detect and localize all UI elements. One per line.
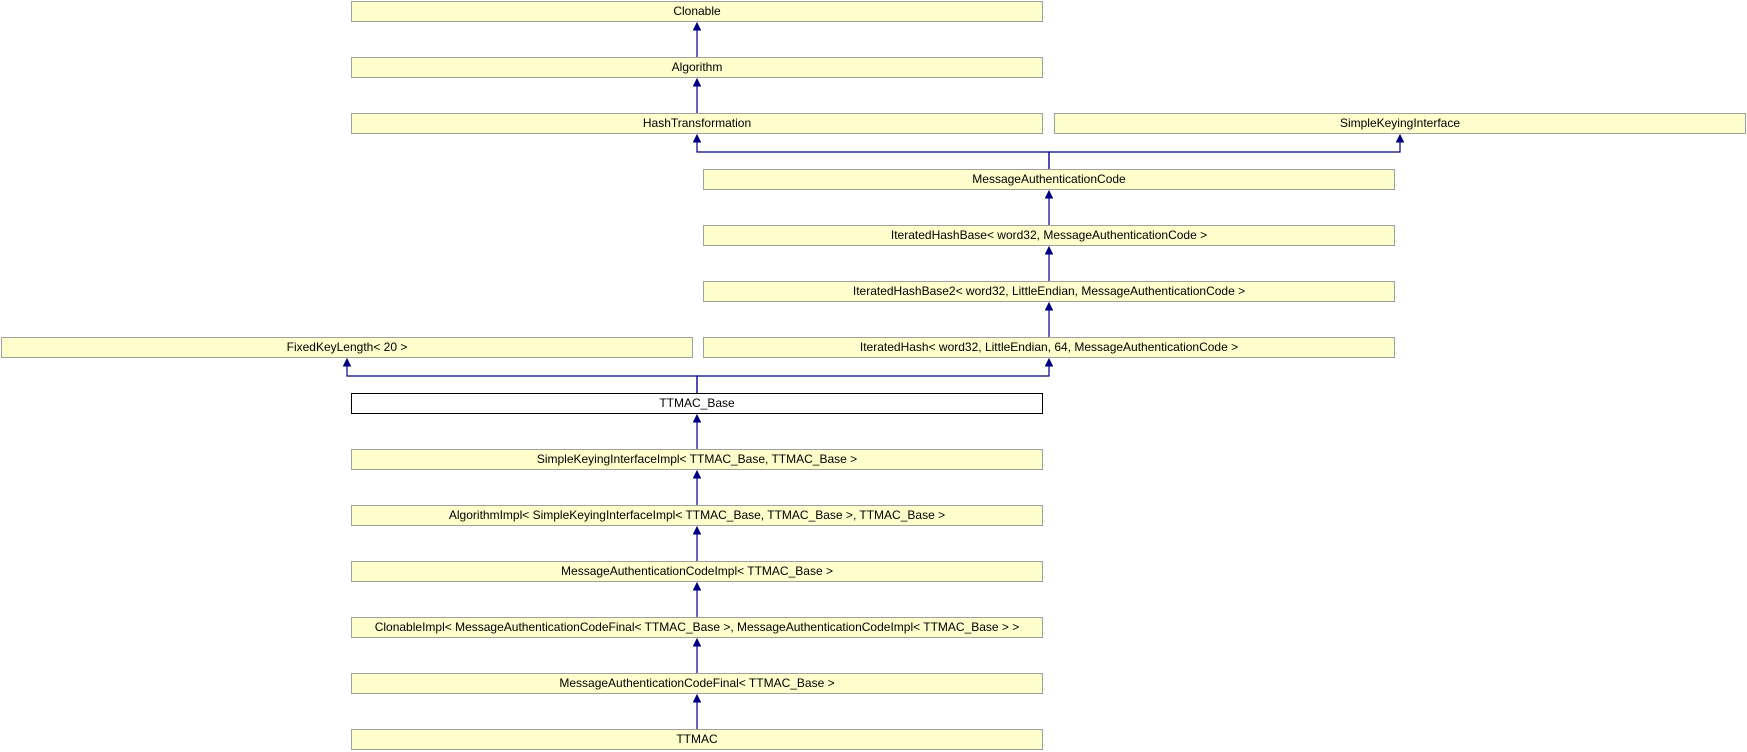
node-simple-keying-interface[interactable]: SimpleKeyingInterface [1054,113,1746,134]
node-ttmac[interactable]: TTMAC [351,729,1043,750]
node-algorithm-impl[interactable]: AlgorithmImpl< SimpleKeyingInterfaceImpl< TTMAC_Base, TTMAC_Base >, TTMAC_Base > [351,505,1043,526]
node-message-authentication-code-impl[interactable]: MessageAuthenticationCodeImpl< TTMAC_Base > [351,561,1043,582]
node-message-authentication-code-final[interactable]: MessageAuthenticationCodeFinal< TTMAC_Base > [351,673,1043,694]
arrowhead-simple_keying_interface_impl-to-ttmac_base [694,415,701,422]
arrowhead-algorithm-to-clonable [694,23,701,30]
node-iterated-hash-base2[interactable]: IteratedHashBase2< word32, LittleEndian, MessageAuthenticationCode > [703,281,1395,302]
node-clonable-impl[interactable]: ClonableImpl< MessageAuthenticationCodeFinal< TTMAC_Base >, MessageAuthenticationCodeImpl< TTMAC_Base > > [351,617,1043,638]
node-simple-keying-interface-impl[interactable]: SimpleKeyingInterfaceImpl< TTMAC_Base, TTMAC_Base > [351,449,1043,470]
node-clonable[interactable]: Clonable [351,1,1043,22]
node-ttmac-base[interactable]: TTMAC_Base [351,393,1043,414]
node-message-authentication-code[interactable]: MessageAuthenticationCode [703,169,1395,190]
node-iterated-hash-base[interactable]: IteratedHashBase< word32, MessageAuthenticationCode > [703,225,1395,246]
edge-ttmac_base-to-iterated_hash [697,365,1049,393]
edge-ttmac_base-to-fixed_key_length [347,365,697,393]
arrowhead-message_authentication_code-to-simple_keying_interface [1397,135,1404,142]
arrowhead-hash_transformation-to-algorithm [694,79,701,86]
node-fixed-key-length[interactable]: FixedKeyLength< 20 > [1,337,693,358]
node-hash-transformation[interactable]: HashTransformation [351,113,1043,134]
arrowhead-iterated_hash_base-to-message_authentication_code [1046,191,1053,198]
arrowhead-iterated_hash_base2-to-iterated_hash_base [1046,247,1053,254]
arrowhead-algorithm_impl-to-simple_keying_interface_impl [694,471,701,478]
edge-message_authentication_code-to-simple_keying_interface [1049,141,1400,169]
edge-message_authentication_code-to-hash_transformation [697,141,1049,169]
arrowhead-ttmac-to-message_authentication_code_final [694,695,701,702]
arrowhead-ttmac_base-to-iterated_hash [1046,359,1053,366]
arrowhead-iterated_hash-to-iterated_hash_base2 [1046,303,1053,310]
arrowhead-message_authentication_code_final-to-clonable_impl [694,639,701,646]
arrowhead-message_authentication_code-to-hash_transformation [694,135,701,142]
arrowhead-message_authentication_code_impl-to-algorithm_impl [694,527,701,534]
node-algorithm[interactable]: Algorithm [351,57,1043,78]
arrowhead-clonable_impl-to-message_authentication_code_impl [694,583,701,590]
node-iterated-hash[interactable]: IteratedHash< word32, LittleEndian, 64, MessageAuthenticationCode > [703,337,1395,358]
arrowhead-ttmac_base-to-fixed_key_length [344,359,351,366]
